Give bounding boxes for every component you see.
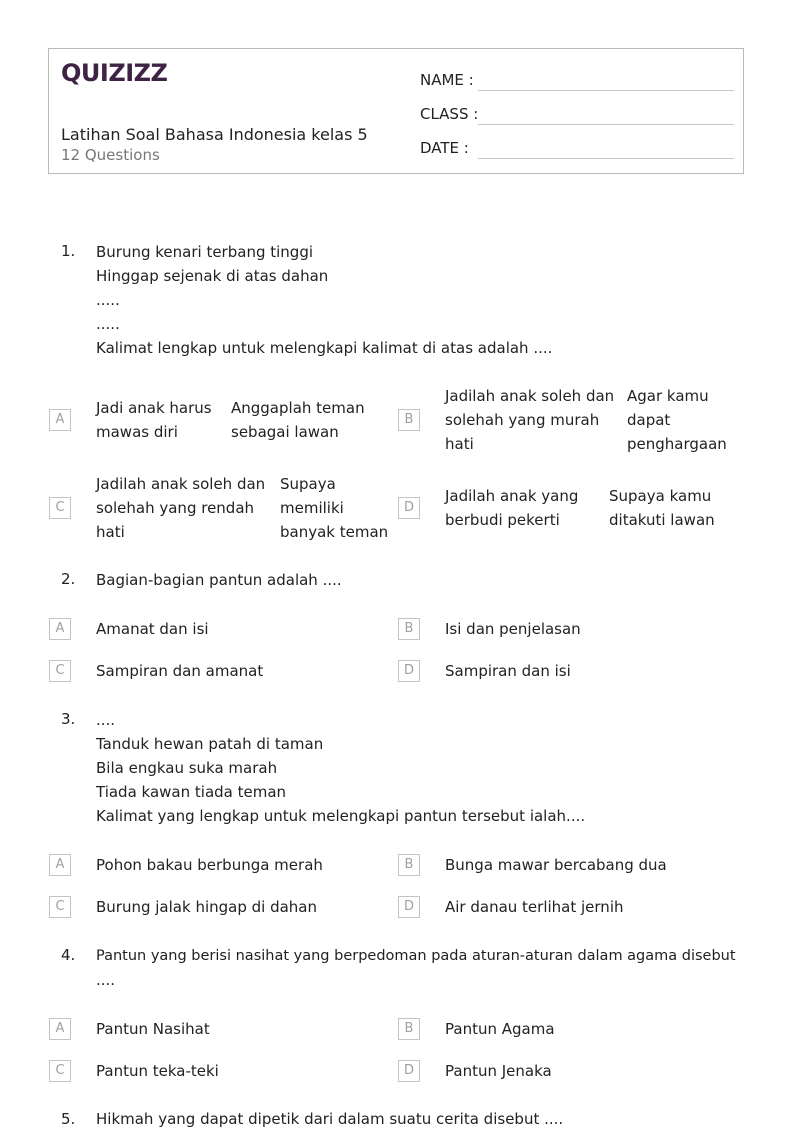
name-label: NAME : [420,71,474,89]
question-text: Burung kenari terbang tinggi [96,243,314,261]
option-d-letter[interactable]: D [398,660,420,682]
question-text: Kalimat lengkap untuk melengkapi kalimat di atas adalah .... [96,339,553,357]
worksheet-title: Latihan Soal Bahasa Indonesia kelas 5 [61,125,368,144]
option-d-text-2[interactable]: Supaya kamu ditakuti lawan [609,487,715,529]
option-c-letter[interactable]: C [49,896,71,918]
option-a-text[interactable]: Amanat dan isi [96,620,209,638]
option-b-text[interactable]: Jadilah anak soleh dan solehah yang murah hati [445,387,615,453]
option-c-text[interactable]: Jadilah anak soleh dan solehah yang rendah hati [96,475,266,541]
option-a-text-2[interactable]: Anggaplah teman sebagai lawan [231,399,365,441]
option-c-text[interactable]: Burung jalak hingap di dahan [96,898,318,916]
option-b-text-2[interactable]: Agar kamu dapat penghargaan [627,387,727,453]
option-c-text-2[interactable]: Supaya memiliki banyak teman [280,475,389,541]
option-d-letter[interactable]: D [398,497,420,519]
name-field[interactable] [420,65,734,91]
option-b-letter[interactable]: B [398,854,420,876]
question-text: Tanduk hewan patah di taman [96,735,324,753]
option-b-text[interactable]: Pantun Agama [445,1020,555,1038]
date-field[interactable] [420,133,734,159]
option-c-text[interactable]: Sampiran dan amanat [96,662,264,680]
option-b-letter[interactable]: B [398,618,420,640]
question-text: Pantun yang berisi nasihat yang berpedoman pada aturan-aturan dalam agama disebut [96,948,736,964]
name-line [478,90,734,91]
option-d-text[interactable]: Pantun Jenaka [445,1062,552,1080]
option-b-letter[interactable]: B [398,1018,420,1040]
option-b-text[interactable]: Isi dan penjelasan [445,620,581,638]
question-number: 4. [61,946,76,964]
option-a-letter[interactable]: A [49,618,71,640]
option-d-text[interactable]: Jadilah anak yang berbudi pekerti [445,487,579,529]
option-d-letter[interactable]: D [398,896,420,918]
quizizz-logo: QUIZIZZ [61,59,168,87]
option-d-letter[interactable]: D [398,1060,420,1082]
date-line [478,158,734,159]
question-text: Hinggap sejenak di atas dahan [96,267,329,285]
class-field[interactable] [420,99,734,125]
option-d-text[interactable]: Air danau terlihat jernih [445,898,624,916]
question-text: ..... [96,291,120,309]
option-a-letter[interactable]: A [49,854,71,876]
option-c-letter[interactable]: C [49,1060,71,1082]
question-text: Tiada kawan tiada teman [96,783,287,801]
question-text: .... [96,971,116,989]
question-number: 5. [61,1110,76,1128]
question-count: 12 Questions [61,146,160,164]
option-a-letter[interactable]: A [49,1018,71,1040]
question-text: Hikmah yang dapat dipetik dari dalam suatu cerita disebut .... [96,1110,564,1128]
option-a-letter[interactable]: A [49,409,71,431]
option-c-letter[interactable]: C [49,497,71,519]
option-b-text[interactable]: Bunga mawar bercabang dua [445,856,667,874]
worksheet-header [48,48,744,174]
question-text: Kalimat yang lengkap untuk melengkapi pantun tersebut ialah.... [96,807,586,825]
question-number: 3. [61,710,76,728]
option-c-letter[interactable]: C [49,660,71,682]
question-number: 2. [61,570,76,588]
option-c-text[interactable]: Pantun teka-teki [96,1062,219,1080]
question-text: Bagian-bagian pantun adalah .... [96,571,342,589]
class-label: CLASS : [420,105,479,123]
question-text: .... [96,711,116,729]
option-a-text[interactable]: Pohon bakau berbunga merah [96,856,323,874]
question-text: ..... [96,315,120,333]
question-text: Bila engkau suka marah [96,759,278,777]
option-a-text[interactable]: Jadi anak harus mawas diri [96,399,212,441]
class-line [478,124,734,125]
question-number: 1. [61,242,76,260]
option-d-text[interactable]: Sampiran dan isi [445,662,571,680]
option-b-letter[interactable]: B [398,409,420,431]
option-a-text[interactable]: Pantun Nasihat [96,1020,210,1038]
date-label: DATE : [420,139,469,157]
